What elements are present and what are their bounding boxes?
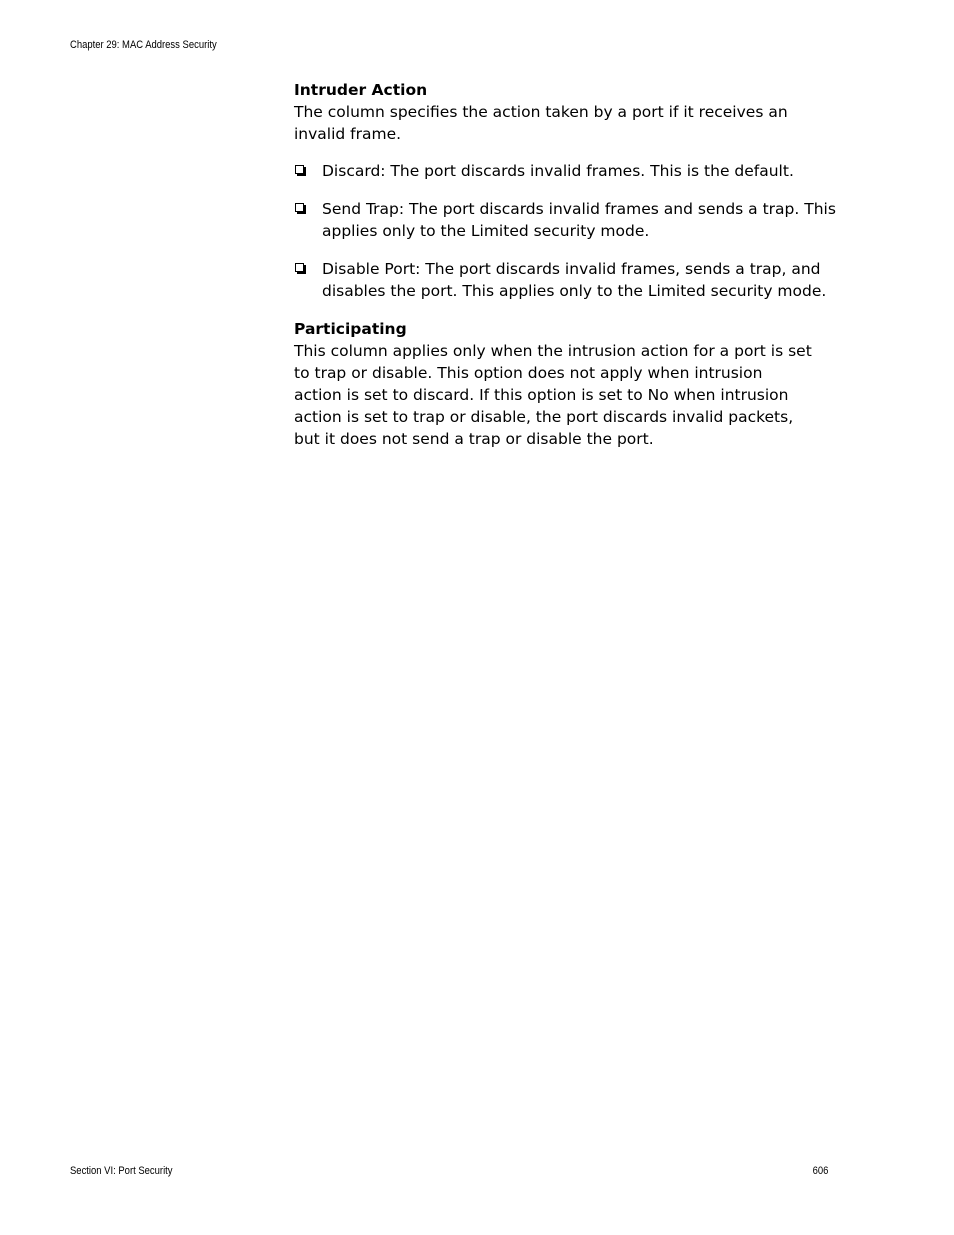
text-line: invalid frame.	[294, 125, 402, 143]
text-line: Send Trap: The port discards invalid frames and sends a trap. This	[322, 200, 836, 218]
running-header: Chapter 29: MAC Address Security	[70, 39, 217, 51]
participating-description	[294, 340, 834, 450]
intruder-action-section	[294, 79, 834, 302]
option-send-trap	[294, 198, 834, 242]
text-line: Disable Port: The port discards invalid frames, sends a trap, and	[322, 260, 821, 278]
participating-heading: Participating	[294, 320, 407, 338]
text-line: applies only to the Limited security mode.	[322, 222, 650, 240]
footer-page-number: 606	[812, 1165, 828, 1177]
text-line: to trap or disable. This option does not apply when intrusion	[294, 364, 763, 382]
text-line: but it does not send a trap or disable the port.	[294, 430, 654, 448]
intruder-action-options	[294, 160, 834, 302]
option-discard	[294, 160, 834, 182]
participating-section	[294, 318, 834, 450]
checkbox-bullet-icon	[295, 203, 304, 212]
intruder-action-heading: Intruder Action	[294, 81, 428, 99]
text-line: Discard: The port discards invalid frames. This is the default.	[322, 162, 794, 180]
option-disable-port	[294, 258, 834, 302]
checkbox-bullet-icon	[295, 263, 304, 272]
checkbox-bullet-icon	[295, 165, 304, 174]
text-line: This column applies only when the intrusion action for a port is set	[294, 342, 812, 360]
footer-section-label: Section VI: Port Security	[70, 1165, 173, 1177]
text-line: The column specifies the action taken by a port if it receives an	[294, 103, 788, 121]
text-line: disables the port. This applies only to the Limited security mode.	[322, 282, 827, 300]
page-content	[294, 79, 834, 465]
text-line: action is set to discard. If this option is set to No when intrusion	[294, 386, 789, 404]
intruder-action-description	[294, 101, 834, 145]
text-line: action is set to trap or disable, the port discards invalid packets,	[294, 408, 794, 426]
